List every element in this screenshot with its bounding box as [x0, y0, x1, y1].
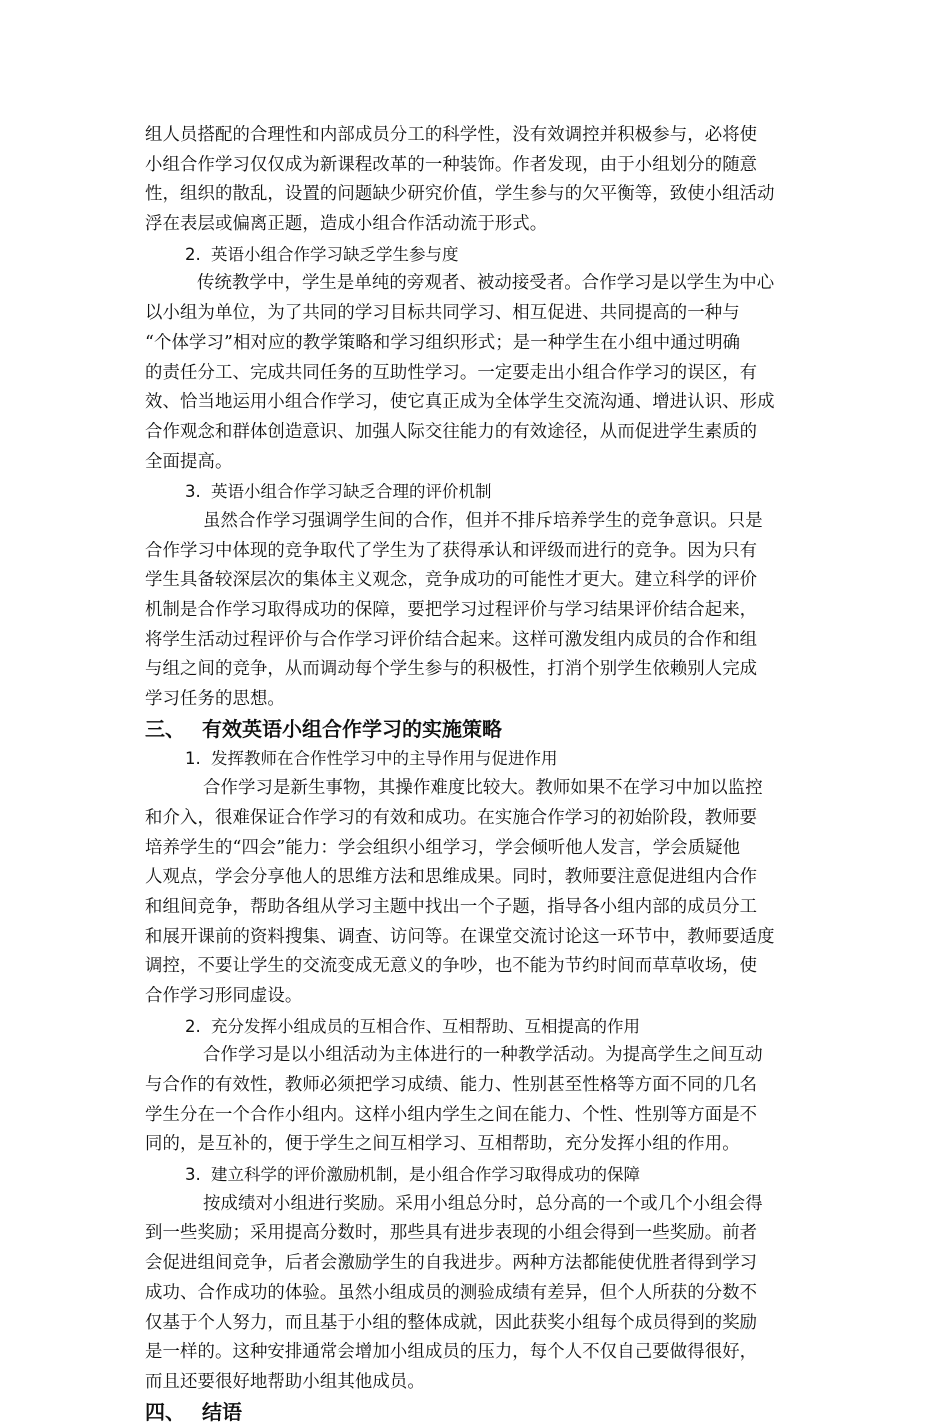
paragraph-line: 培养学生的“四会”能力：学会组织小组学习，学会倾听他人发言，学会质疑他 — [145, 837, 741, 858]
paragraph-line: 与合作的有效性，教师必须把学习成绩、能力、性别甚至性格等方面不同的几名 — [145, 1075, 758, 1095]
section-heading — [145, 1398, 810, 1427]
section-number: 四、 — [145, 1399, 185, 1424]
list-number: 3. — [185, 482, 201, 502]
paragraph-line: 学生分在一个合作小组内。这样小组内学生之间在能力、个性、性别等方面是不 — [145, 1104, 758, 1125]
paragraph-line: 以小组为单位，为了共同的学习目标共同学习、相互促进、共同提高的一种与 — [145, 303, 740, 324]
paragraph-line: 组人员搭配的合理性和内部成员分工的科学性，没有效调控并积极参与，必将使 — [145, 125, 758, 145]
paragraph-line: 会促进组间竞争，后者会激励学生的自我进步。两种方法都能使优胜者得到学习 — [145, 1253, 758, 1274]
paragraph-line: 人观点，学会分享他人的思维方法和思维成果。同时，教师要注意促进组内合作 — [145, 867, 758, 888]
paragraph-line: 和展开课前的资料搜集、调查、访问等。在课堂交流讨论这一环节中，教师要适度 — [145, 926, 775, 947]
section-heading — [145, 715, 810, 745]
paragraph-line: 同的，是互补的，便于学生之间互相学习、互相帮助，充分发挥小组的作用。 — [145, 1134, 740, 1155]
paragraph-line: 性，组织的散乱，设置的问题缺少研究价值，学生参与的欠平衡等，致使小组活动 — [145, 184, 775, 205]
paragraph — [145, 269, 810, 477]
paragraph — [145, 507, 810, 715]
section-title: 有效英语小组合作学习的实施策略 — [202, 716, 502, 741]
paragraph-line: 合作学习是新生事物，其操作难度比较大。教师如果不在学习中加以监控 — [203, 778, 763, 799]
paragraph-line: 与组之间的竞争，从而调动每个学生参与的积极性，打消个别学生依赖别人完成 — [145, 659, 758, 680]
list-number: 3. — [185, 1165, 201, 1185]
paragraph-line: 是一样的。这种安排通常会增加小组成员的压力，每个人不仅自己要做得很好， — [145, 1342, 758, 1363]
paragraph-line: 全面提高。 — [145, 451, 233, 472]
paragraph — [145, 1041, 810, 1160]
paragraph — [145, 121, 810, 240]
paragraph-line: 和组间竞争，帮助各组从学习主题中找出一个子题，指导各小组内部的成员分工 — [145, 896, 758, 917]
paragraph-line: 学生具备较深层次的集体主义观念，竞争成功的可能性才更大。建立科学的评价 — [145, 570, 758, 591]
paragraph-line: 虽然合作学习强调学生间的合作，但并不排斥培养学生的竞争意识。只是 — [203, 510, 763, 531]
subheading-text: 英语小组合作学习缺乏合理的评价机制 — [211, 482, 492, 502]
document-body — [145, 121, 810, 1427]
paragraph-line: 而且还要很好地帮助小组其他成员。 — [145, 1371, 425, 1392]
paragraph-line: 按成绩对小组进行奖励。采用小组总分时，总分高的一个或几个小组会得 — [203, 1193, 763, 1214]
paragraph-line: 成功、合作成功的体验。虽然小组成员的测验成绩有差异，但个人所获的分数不 — [145, 1282, 758, 1303]
paragraph-line: 机制是合作学习取得成功的保障，要把学习过程评价与学习结果评价结合起来， — [145, 600, 758, 620]
numbered-subheading — [145, 1012, 810, 1042]
paragraph-line: 传统教学中，学生是单纯的旁观者、被动接受者。合作学习是以学生为中心 — [197, 273, 775, 294]
paragraph-line: 和介入，很难保证合作学习的有效和成功。在实施合作学习的初始阶段，教师要 — [145, 807, 758, 828]
paragraph-line: 合作学习形同虚设。 — [145, 985, 303, 1006]
subheading-text: 充分发挥小组成员的互相合作、互相帮助、互相提高的作用 — [211, 1016, 640, 1036]
paragraph — [145, 774, 810, 1012]
subheading-text: 发挥教师在合作性学习中的主导作用与促进作用 — [211, 749, 558, 769]
list-number: 2. — [185, 244, 201, 264]
paragraph-line: 到一些奖励；采用提高分数时，那些具有进步表现的小组会得到一些奖励。前者 — [145, 1223, 758, 1244]
section-number: 三、 — [145, 716, 185, 741]
paragraph-line: 合作学习中体现的竞争取代了学生为了获得承认和评级而进行的竞争。因为只有 — [145, 540, 758, 561]
list-number: 1. — [185, 749, 201, 769]
subheading-text: 建立科学的评价激励机制，是小组合作学习取得成功的保障 — [211, 1165, 640, 1185]
paragraph-line: 学习任务的思想。 — [145, 689, 285, 710]
paragraph-line: 浮在表层或偏离正题，造成小组合作活动流于形式。 — [145, 214, 548, 235]
numbered-subheading — [145, 1160, 810, 1190]
paragraph-line: 小组合作学习仅仅成为新课程改革的一种装饰。作者发现，由于小组划分的随意 — [145, 154, 758, 175]
section-title: 结语 — [202, 1399, 242, 1424]
paragraph-line: “个体学习”相对应的教学策略和学习组织形式；是一种学生在小组中通过明确 — [145, 332, 741, 353]
paragraph-line: 合作观念和群体创造意识、加强人际交往能力的有效途径，从而促进学生素质的 — [145, 421, 758, 442]
paragraph-line: 仅基于个人努力，而且基于小组的整体成就，因此获奖小组每个成员得到的奖励 — [145, 1312, 758, 1333]
numbered-subheading — [145, 744, 810, 774]
list-number: 2. — [185, 1016, 201, 1036]
numbered-subheading — [145, 240, 810, 270]
paragraph-line: 将学生活动过程评价与合作学习评价结合起来。这样可激发组内成员的合作和组 — [145, 629, 758, 650]
paragraph-line: 调控，不要让学生的交流变成无意义的争吵，也不能为节约时间而草草收场，使 — [145, 956, 758, 977]
paragraph-line: 合作学习是以小组活动为主体进行的一种教学活动。为提高学生之间互动 — [203, 1045, 763, 1066]
numbered-subheading — [145, 477, 810, 507]
paragraph — [145, 1190, 810, 1398]
subheading-text: 英语小组合作学习缺乏学生参与度 — [211, 244, 459, 264]
paragraph-line: 效、恰当地运用小组合作学习，使它真正成为全体学生交流沟通、增进认识、形成 — [145, 392, 775, 413]
paragraph-line: 的责任分工、完成共同任务的互助性学习。一定要走出小组合作学习的误区，有 — [145, 362, 758, 383]
